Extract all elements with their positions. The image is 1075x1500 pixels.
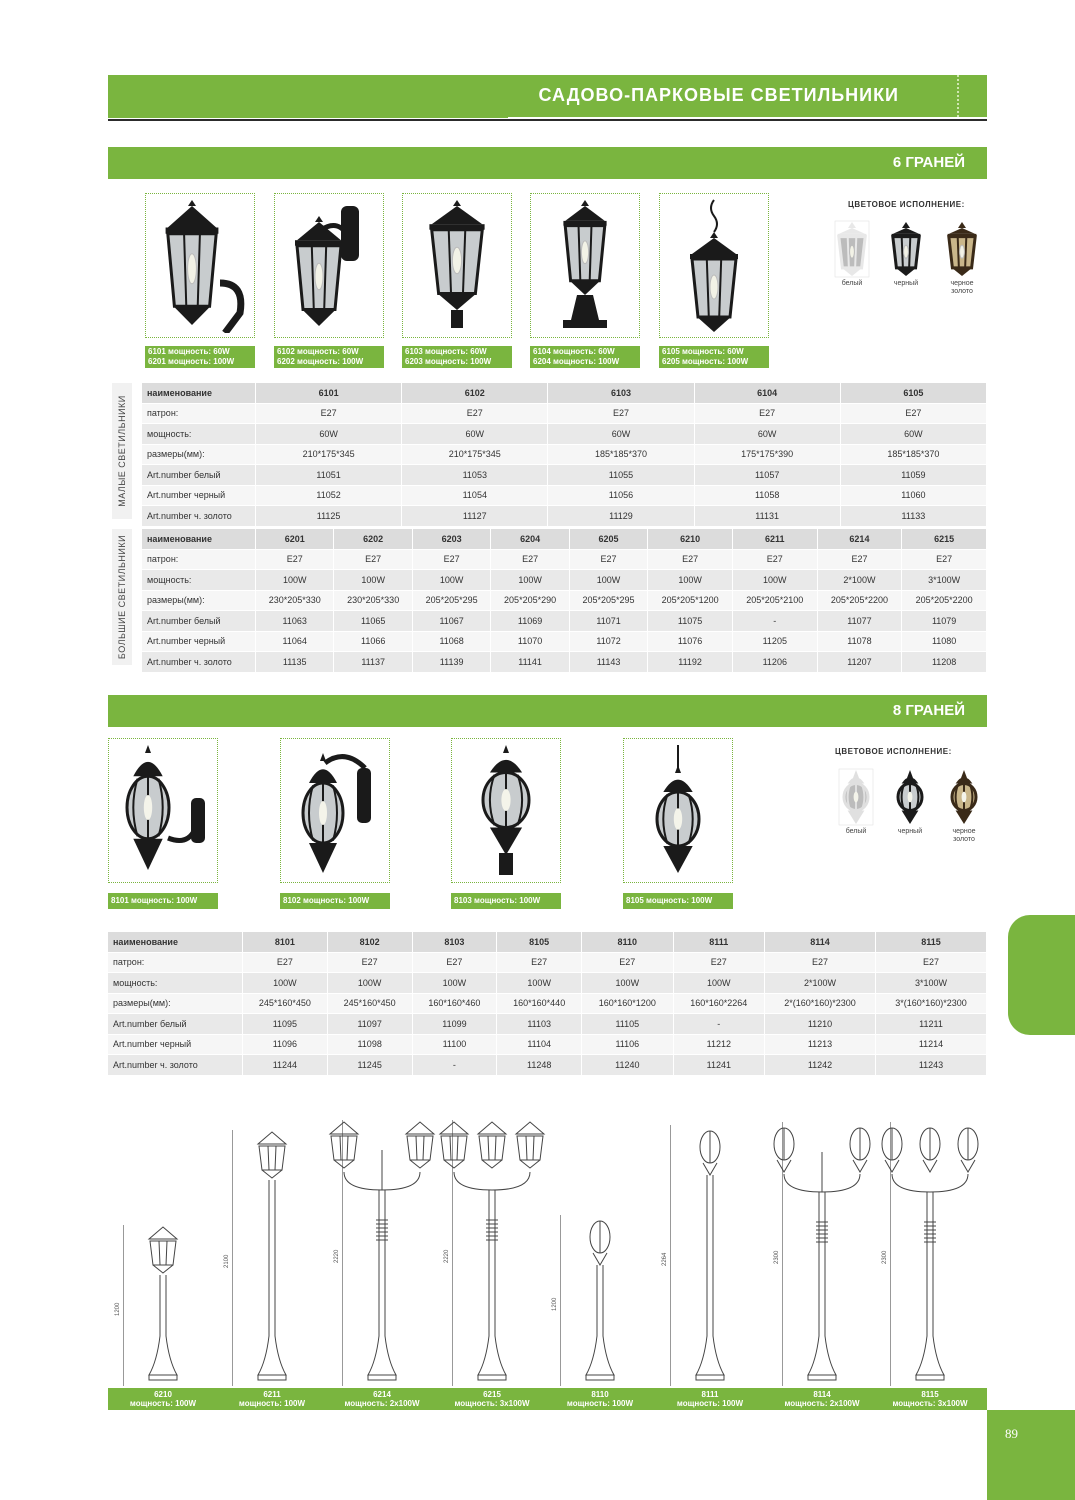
lantern-8105-drawing [628,743,728,878]
color-variant-label: черное золото [952,828,976,843]
table-cell: 11072 [569,631,647,652]
table-cell: 6104 [694,383,840,403]
table-cell: 11240 [582,1055,673,1076]
table-cell: 11139 [412,652,490,673]
header-dots [620,110,900,116]
header-green-rule [108,116,508,118]
big-lamps-table [142,529,987,673]
table-cell: 11069 [491,611,569,632]
table-cell: 11079 [902,611,987,632]
table-row [142,403,987,424]
header-dark-rule [108,119,987,121]
pole-power: мощность: 3x100W [892,1399,968,1408]
table-cell: 100W [582,973,673,994]
pole-label-6211 [217,1390,327,1408]
pole-height-label: 2300 [774,1250,780,1264]
table-cell: 11067 [412,611,490,632]
table-row [108,993,987,1014]
pole-height-label: 1200 [115,1302,121,1316]
lantern-8102-drawing [285,743,385,878]
table-row-label: размеры(мм): [142,590,256,611]
table-cell: 11105 [582,1014,673,1035]
table-cell: - [732,611,817,632]
table-cell: E27 [732,549,817,570]
table-cell: E27 [582,952,673,973]
eight-face-table [108,932,987,1076]
table-cell: 11135 [256,652,334,673]
table-cell: 11210 [765,1014,876,1035]
pole-code: 8110 [591,1390,609,1399]
table-cell: 11064 [256,631,334,652]
table-cell: E27 [548,403,694,424]
pole-label-8110 [545,1390,655,1408]
table-cell: 11078 [817,631,902,652]
table-cell: 160*160*2264 [673,993,764,1014]
table-cell: 11057 [694,465,840,486]
table-cell: E27 [491,549,569,570]
pole-code: 8115 [921,1390,939,1399]
table-cell: E27 [412,952,497,973]
product-label-line: 6101 мощность: 60W [148,347,230,356]
table-cell: 11065 [334,611,412,632]
table-cell: 11244 [243,1055,328,1076]
page-number: 89 [1005,1426,1018,1441]
table-row-label: Art.number белый [108,1014,243,1035]
table-cell: 11075 [648,611,733,632]
table-cell: 11213 [765,1034,876,1055]
table-cell: 11063 [256,611,334,632]
table-cell: 100W [412,973,497,994]
table-cell: 11077 [817,611,902,632]
pole-6210-drawing [103,1220,223,1386]
table-cell: 8111 [673,932,764,952]
table-cell: 6203 [412,529,490,549]
pole-code: 6210 [154,1390,172,1399]
pole-height-label: 2300 [882,1250,888,1264]
table-cell: E27 [243,952,328,973]
table-cell: 100W [732,570,817,591]
table-row [142,652,987,673]
pole-code: 8111 [701,1390,719,1399]
table-cell: 6101 [256,383,402,403]
color-variant-label: черное золото [950,280,974,295]
section-title-8: 8 ГРАНЕЙ [892,702,965,719]
table-cell: 60W [256,424,402,445]
table-cell: 185*185*370 [548,444,694,465]
table-cell: 11212 [673,1034,764,1055]
color-variant-label: черный [897,828,923,835]
table-cell: 8115 [876,932,987,952]
table-cell: 205*205*2200 [817,590,902,611]
table-cell: 11192 [648,652,733,673]
table-cell: - [673,1014,764,1035]
table-row-label: наименование [108,932,243,952]
table-row [142,444,987,465]
table-cell: 11207 [817,652,902,673]
table-cell: E27 [902,549,987,570]
table-header-row [108,932,987,952]
table-cell: 11141 [491,652,569,673]
page-number-box [987,1410,1075,1500]
product-label-line: 6205 мощность: 100W [662,357,749,366]
table-cell: 11071 [569,611,647,632]
table-row [142,465,987,486]
table-cell: 160*160*440 [497,993,582,1014]
product-label-8-3: 8103 мощность: 100W [451,893,561,909]
table-cell: 11206 [732,652,817,673]
pole-power: мощность: 2x100W [784,1399,860,1408]
pole-label-8111 [655,1390,765,1408]
table-cell: 8105 [497,932,582,952]
page-title: САДОВО-ПАРКОВЫЕ СВЕТИЛЬНИКИ [538,85,899,105]
table-cell: 100W [673,973,764,994]
header-dotted-divider [957,75,959,117]
table-row [108,1014,987,1035]
table-cell: 11129 [548,506,694,527]
product-label-8-4: 8105 мощность: 100W [623,893,733,909]
table-cell: E27 [412,549,490,570]
pole-code: 6214 [373,1390,391,1399]
table-cell: 11096 [243,1034,328,1055]
table-cell: 8110 [582,932,673,952]
pole-label-6210 [108,1390,218,1408]
table-cell: 11056 [548,485,694,506]
table-row-label: мощность: [108,973,243,994]
lantern-6101-drawing [150,198,250,333]
table-header-row [142,529,987,549]
table-cell: 11211 [876,1014,987,1035]
table-cell: 11059 [840,465,986,486]
table-cell: 2*(160*160)*2300 [765,993,876,1014]
table-row [108,973,987,994]
table-cell: 230*205*330 [256,590,334,611]
table-cell: 100W [243,973,328,994]
product-label-8-2: 8102 мощность: 100W [280,893,390,909]
table-cell: 11127 [402,506,548,527]
table-cell: E27 [673,952,764,973]
table-cell: 175*175*390 [694,444,840,465]
table-cell: 205*205*295 [569,590,647,611]
table-cell: E27 [569,549,647,570]
table-cell: 245*160*450 [327,993,412,1014]
table-cell: 8102 [327,932,412,952]
table-row [142,506,987,527]
table-cell: 11245 [327,1055,412,1076]
pole-height-label: 2264 [662,1252,668,1266]
table-cell: 6204 [491,529,569,549]
table-cell: 11060 [840,485,986,506]
table-cell: 8114 [765,932,876,952]
pole-height-label: 2220 [444,1249,450,1263]
table-row-label: наименование [142,383,256,403]
product-label-1 [145,346,255,368]
table-cell: 11125 [256,506,402,527]
table-cell: 11054 [402,485,548,506]
table-cell: 11068 [412,631,490,652]
table-cell: 11052 [256,485,402,506]
product-label-2 [274,346,384,368]
table-cell: 210*175*345 [402,444,548,465]
table-row-label: Art.number ч. золото [142,652,256,673]
table-cell: 11066 [334,631,412,652]
pole-power: мощность: 3x100W [454,1399,530,1408]
table-cell: 11248 [497,1055,582,1076]
table-cell: 11099 [412,1014,497,1035]
table-cell: E27 [497,952,582,973]
table-cell: 210*175*345 [256,444,402,465]
small-lamps-table [142,383,987,527]
table-row-label: патрон: [108,952,243,973]
table-cell: 2*100W [765,973,876,994]
table-cell: 3*100W [876,973,987,994]
table-cell: 11053 [402,465,548,486]
table-row [142,424,987,445]
table-cell: 11100 [412,1034,497,1055]
lantern-6105-drawing [664,198,764,333]
lantern-6104-drawing [535,198,635,333]
table-cell: 60W [840,424,986,445]
pole-6214-drawing [322,1115,442,1386]
section-title-6: 6 ГРАНЕЙ [892,154,965,171]
table-row [108,1055,987,1076]
table-row [142,631,987,652]
pole-8111-drawing [650,1120,770,1386]
table-cell: 6105 [840,383,986,403]
pole-8110-drawing [540,1210,660,1386]
table-cell: 6201 [256,529,334,549]
pole-code: 6211 [263,1390,281,1399]
table-cell: 8101 [243,932,328,952]
table-row-label: наименование [142,529,256,549]
table-cell: 6103 [548,383,694,403]
table-cell: 3*100W [902,570,987,591]
color-variant-1-drawing [834,220,870,278]
table-row [142,549,987,570]
table-cell: 11097 [327,1014,412,1035]
table-cell: 60W [402,424,548,445]
product-label-line: 6102 мощность: 60W [277,347,359,356]
table-row [142,611,987,632]
table-row [142,590,987,611]
table-cell: 11205 [732,631,817,652]
color-variant-3-drawing [944,220,980,278]
table-cell: 11131 [694,506,840,527]
table-cell: 3*(160*160)*2300 [876,993,987,1014]
table-row [108,1034,987,1055]
table-cell: 100W [569,570,647,591]
table-cell: 11058 [694,485,840,506]
table-row-label: Art.number черный [108,1034,243,1055]
product-label-line: 6204 мощность: 100W [533,357,620,366]
table-cell: 100W [334,570,412,591]
pole-height-label: 2100 [224,1254,230,1268]
product-label-line: 6202 мощность: 100W [277,357,364,366]
pole-label-8115 [875,1390,985,1408]
lantern-8103-drawing [456,743,556,878]
table-cell: 100W [648,570,733,591]
color-variant-1-drawing [838,768,874,826]
table-cell: 205*205*1200 [648,590,733,611]
section-bar-6 [108,147,987,179]
table-cell: 11104 [497,1034,582,1055]
product-label-line: 6105 мощность: 60W [662,347,744,356]
table-cell: 11242 [765,1055,876,1076]
pole-6211-drawing [212,1125,332,1386]
table-row [142,570,987,591]
table-cell: 11095 [243,1014,328,1035]
table-cell: 11051 [256,465,402,486]
table-cell: 100W [256,570,334,591]
table-cell: E27 [817,549,902,570]
table-cell: 100W [327,973,412,994]
product-label-line: 6201 мощность: 100W [148,357,235,366]
table-cell: 11137 [334,652,412,673]
table-cell: 160*160*460 [412,993,497,1014]
product-label-8-1: 8101 мощность: 100W [108,893,218,909]
table-cell: 6211 [732,529,817,549]
lantern-6102-drawing [279,198,379,333]
table-cell: 11208 [902,652,987,673]
color-variant-2-drawing [888,220,924,278]
table-cell: 6202 [334,529,412,549]
pole-height-label: 1200 [552,1297,558,1311]
table-cell: E27 [402,403,548,424]
table-row-label: мощность: [142,424,256,445]
table-cell: 11241 [673,1055,764,1076]
color-variant-label: черный [893,280,919,287]
table-cell: 160*160*1200 [582,993,673,1014]
pole-code: 8114 [813,1390,831,1399]
table-row-label: Art.number черный [142,485,256,506]
table-cell: 11076 [648,631,733,652]
table-row-label: Art.number ч. золото [108,1055,243,1076]
table-row-label: Art.number ч. золото [142,506,256,527]
table-cell: E27 [256,549,334,570]
table-cell: E27 [648,549,733,570]
table-cell: 6215 [902,529,987,549]
lantern-6103-drawing [407,198,507,333]
table-cell: 11106 [582,1034,673,1055]
color-options-title-6: ЦВЕТОВОЕ ИСПОЛНЕНИЕ: [848,200,965,209]
table-cell: 230*205*330 [334,590,412,611]
table-cell: 205*205*295 [412,590,490,611]
side-tab [1008,915,1075,1035]
table-cell: E27 [334,549,412,570]
table-row-label: Art.number черный [142,631,256,652]
table-cell: E27 [765,952,876,973]
pole-label-6214 [327,1390,437,1408]
pole-power: мощность: 100W [129,1399,197,1408]
table-cell: 8103 [412,932,497,952]
pole-height-label: 2220 [334,1249,340,1263]
big-lamps-side-label: БОЛЬШИЕ СВЕТИЛЬНИКИ [112,529,133,665]
table-header-row [142,383,987,403]
table-cell: 11098 [327,1034,412,1055]
table-cell: 11243 [876,1055,987,1076]
pole-code: 6215 [483,1390,501,1399]
table-cell: 6210 [648,529,733,549]
table-cell: 205*205*2200 [902,590,987,611]
table-cell: 60W [548,424,694,445]
pole-8114-drawing [762,1117,882,1386]
table-cell: 185*185*370 [840,444,986,465]
table-cell: 6214 [817,529,902,549]
table-cell: 11080 [902,631,987,652]
small-lamps-side-label: МАЛЫЕ СВЕТИЛЬНИКИ [112,383,133,519]
product-label-line: 6203 мощность: 100W [405,357,492,366]
color-variant-label: белый [845,828,867,835]
pole-power: мощность: 2x100W [344,1399,420,1408]
table-row-label: патрон: [142,549,256,570]
table-row-label: мощность: [142,570,256,591]
table-cell: 100W [491,570,569,591]
table-row-label: Art.number белый [142,465,256,486]
table-cell: E27 [876,952,987,973]
pole-6215-drawing [432,1115,552,1386]
table-cell: 2*100W [817,570,902,591]
table-cell: 205*205*2100 [732,590,817,611]
color-variant-3-drawing [946,768,982,826]
table-cell: 205*205*290 [491,590,569,611]
table-cell: 11214 [876,1034,987,1055]
product-label-4 [530,346,640,368]
table-cell: 11133 [840,506,986,527]
pole-power: мощность: 100W [238,1399,306,1408]
color-options-title-8: ЦВЕТОВОЕ ИСПОЛНЕНИЕ: [835,747,952,756]
table-row [108,952,987,973]
pole-8115-drawing [870,1117,990,1386]
table-row-label: Art.number белый [142,611,256,632]
table-cell: 100W [497,973,582,994]
table-cell: 11143 [569,652,647,673]
lantern-8101-drawing [113,743,213,878]
table-cell: 11055 [548,465,694,486]
table-cell: 60W [694,424,840,445]
color-variant-2-drawing [892,768,928,826]
table-cell: E27 [256,403,402,424]
color-variant-label: белый [841,280,863,287]
table-row [142,485,987,506]
product-label-line: 6104 мощность: 60W [533,347,615,356]
table-cell: 100W [412,570,490,591]
pole-power: мощность: 100W [566,1399,634,1408]
table-cell: 6205 [569,529,647,549]
table-cell: 6102 [402,383,548,403]
table-cell: E27 [840,403,986,424]
table-cell: E27 [327,952,412,973]
pole-label-6215 [437,1390,547,1408]
table-row-label: патрон: [142,403,256,424]
table-row-label: размеры(мм): [108,993,243,1014]
table-cell: 11070 [491,631,569,652]
product-label-line: 6103 мощность: 60W [405,347,487,356]
product-label-5 [659,346,769,368]
table-cell: 245*160*450 [243,993,328,1014]
product-label-3 [402,346,512,368]
table-cell: 11103 [497,1014,582,1035]
table-cell: - [412,1055,497,1076]
section-bar-8 [108,695,987,727]
pole-power: мощность: 100W [676,1399,744,1408]
table-row-label: размеры(мм): [142,444,256,465]
table-cell: E27 [694,403,840,424]
pole-label-8114 [767,1390,877,1408]
